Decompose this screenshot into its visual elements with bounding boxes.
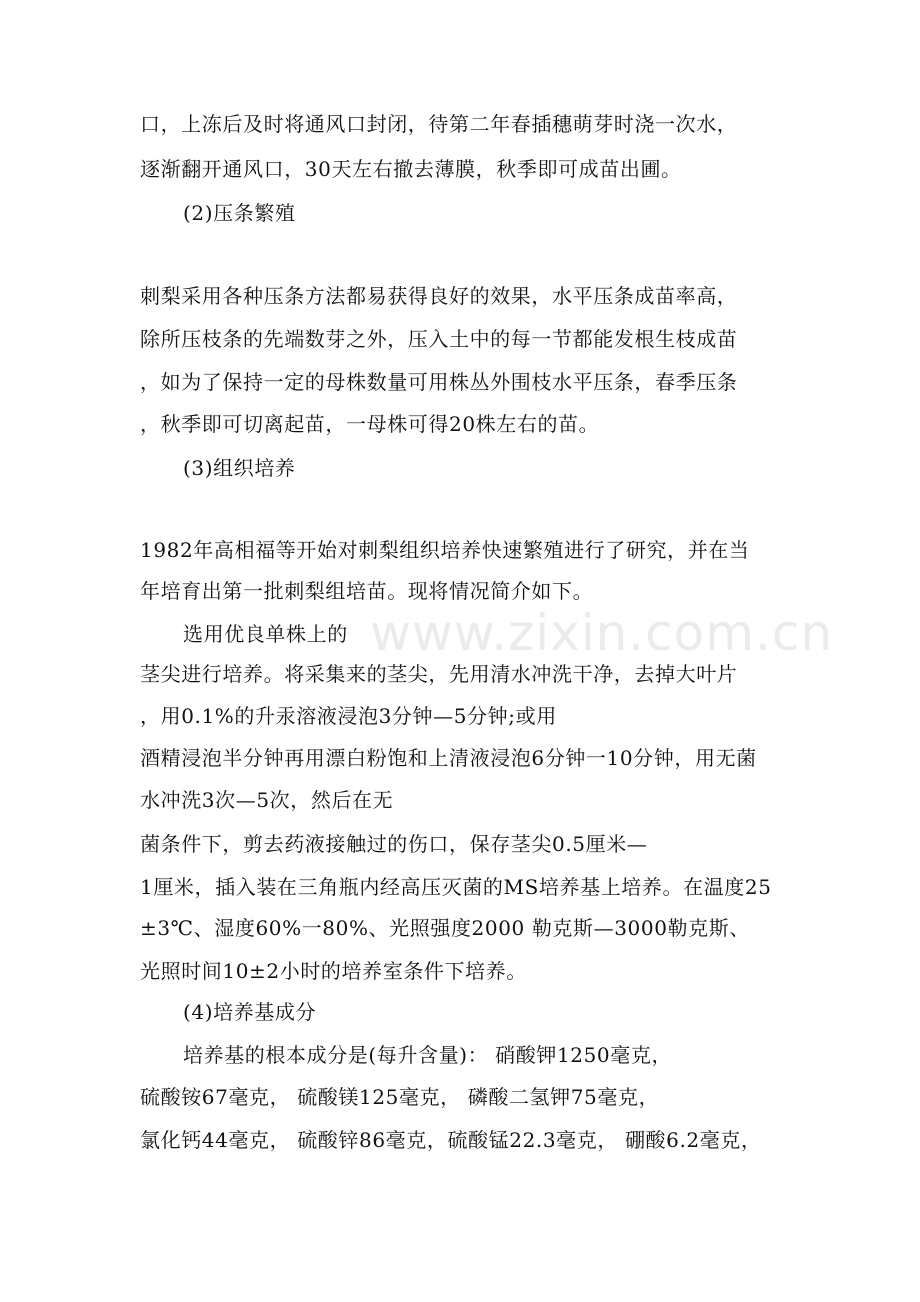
text-line: 1982年高相福等开始对刺梨组织培养快速繁殖进行了研究，并在当	[140, 538, 750, 562]
text-line: 茎尖进行培养。将采集来的茎尖，先用清水冲洗干净，去掉大叶片	[140, 662, 738, 686]
text-line: 氯化钙44毫克， 硫酸锌86毫克，硫酸锰22.3毫克， 硼酸6.2毫克，	[140, 1128, 762, 1152]
text-line: 除所压枝条的先端数芽之外，压入土中的每一节都能发根生枝成苗	[140, 327, 738, 351]
watermark-text: www.zixin.com.cn	[370, 604, 834, 662]
text-line: ，用0.1%的升汞溶液浸泡3分钟—5分钟;或用	[140, 704, 557, 728]
text-line: 菌条件下，剪去药液接触过的伤口，保存茎尖0.5厘米—	[140, 832, 648, 856]
text-line: 光照时间10±2小时的培养室条件下培养。	[140, 959, 527, 983]
text-line: 酒精浸泡半分钟再用漂白粉饱和上清液浸泡6分钟一10分钟，用无菌	[140, 746, 757, 770]
text-line: 刺梨采用各种压条方法都易获得良好的效果，水平压条成苗率高，	[140, 284, 738, 308]
text-line: 逐渐翻开通风口，30天左右撤去薄膜，秋季即可成苗出圃。	[140, 157, 682, 181]
text-line: 培养基的根本成分是(每升含量)： 硝酸钾1250毫克，	[183, 1043, 673, 1067]
text-line: 水冲洗3次—5次，然后在无	[140, 788, 394, 812]
section-heading: (4)培养基成分	[183, 1000, 317, 1024]
text-line: 硫酸铵67毫克， 硫酸镁125毫克， 磷酸二氢钾75毫克，	[140, 1085, 660, 1109]
text-line: ±3℃、湿度60%一80%、光照强度2000 勒克斯—3000勒克斯、	[140, 916, 750, 940]
section-heading: (2)压条繁殖	[183, 201, 296, 225]
text-line: 口，上冻后及时将通风口封闭，待第二年春插穗萌芽时浇一次水，	[140, 112, 738, 136]
text-line: ，秋季即可切离起苗，一母株可得20株左右的苗。	[140, 412, 600, 436]
section-heading: (3)组织培养	[183, 456, 296, 480]
text-line: ，如为了保持一定的母株数量可用株丛外围枝水平压条，春季压条	[140, 370, 738, 394]
text-line: 选用优良单株上的	[183, 622, 348, 646]
text-line: 1厘米，插入装在三角瓶内经高压灭菌的MS培养基上培养。在温度25	[140, 875, 772, 899]
text-line: 年培育出第一批刺梨组培苗。现将情况简介如下。	[140, 579, 594, 603]
